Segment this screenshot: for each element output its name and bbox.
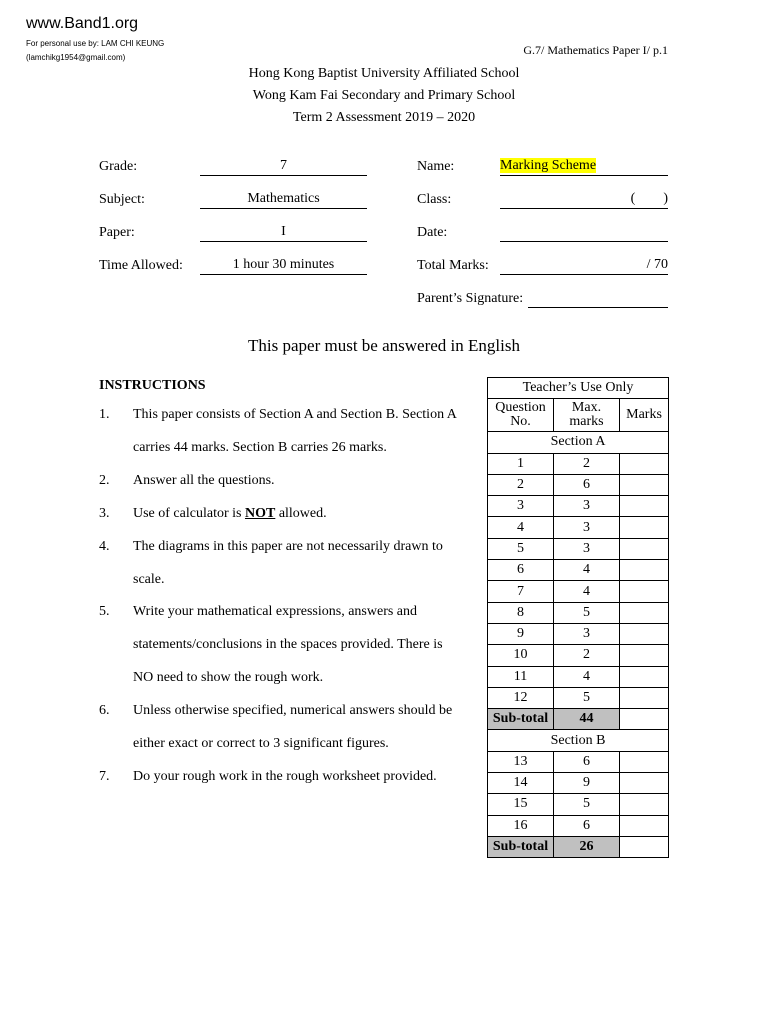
marks-cell (620, 453, 669, 474)
paper-field: I (200, 224, 367, 242)
time-allowed-field: 1 hour 30 minutes (200, 257, 367, 275)
question-number-cell: 5 (488, 538, 554, 559)
instruction-text: Do your rough work in the rough worksheet provided. (133, 769, 437, 784)
subtotal-label: Sub-total (488, 836, 554, 857)
table-row (488, 645, 669, 666)
instruction-number: 1. (99, 407, 110, 422)
table-title-row (488, 378, 669, 399)
table-row (488, 794, 669, 815)
section-header-row (488, 432, 669, 453)
section-title: Section A (488, 432, 669, 453)
max-marks-cell: 5 (554, 794, 620, 815)
max-marks-cell: 2 (554, 645, 620, 666)
column-header-max-marks: Max. marks (554, 399, 620, 432)
question-number-cell: 15 (488, 794, 554, 815)
section-title: Section B (488, 730, 669, 751)
grade-label: Grade: (99, 159, 138, 174)
question-number-cell: 16 (488, 815, 554, 836)
language-notice: This paper must be answered in English (248, 336, 520, 355)
marks-cell (620, 581, 669, 602)
marks-cell (620, 666, 669, 687)
table-row (488, 560, 669, 581)
table-row (488, 581, 669, 602)
instruction-number: 7. (99, 769, 110, 784)
class-label: Class: (417, 192, 452, 207)
max-marks-cell: 6 (554, 815, 620, 836)
table-row (488, 623, 669, 644)
question-number-cell: 10 (488, 645, 554, 666)
name-label: Name: (417, 159, 455, 174)
max-marks-cell: 5 (554, 602, 620, 623)
instruction-text: Answer all the questions. (133, 473, 275, 488)
max-marks-cell: 2 (554, 453, 620, 474)
total-marks-field: / 70 (500, 257, 668, 275)
term-title: Term 2 Assessment 2019 – 2020 (292, 110, 476, 125)
marks-cell (620, 496, 669, 517)
instruction-number: 5. (99, 604, 110, 619)
instruction-text: statements/conclusions in the spaces provided. There is (133, 637, 443, 652)
subtotal-value: 44 (554, 709, 620, 730)
table-row (488, 453, 669, 474)
watermark-owner: For personal use by: LAM CHI KEUNG (26, 39, 165, 48)
date-field (500, 224, 668, 242)
class-field: ( ) (500, 191, 668, 209)
question-number-cell: 7 (488, 581, 554, 602)
school-name-1: Hong Kong Baptist University Affiliated School (248, 66, 520, 81)
question-number-cell: 4 (488, 517, 554, 538)
table-row (488, 517, 669, 538)
subtotal-value: 26 (554, 836, 620, 857)
date-label: Date: (417, 225, 448, 240)
max-marks-cell: 6 (554, 751, 620, 772)
instruction-number: 6. (99, 703, 110, 718)
total-marks-label: Total Marks: (417, 258, 489, 273)
instruction-text: either exact or correct to 3 significant figures. (133, 736, 389, 751)
question-number-cell: 3 (488, 496, 554, 517)
table-row (488, 474, 669, 495)
instruction-text: Write your mathematical expressions, answers and (133, 604, 418, 619)
table-row (488, 687, 669, 708)
marks-cell (620, 538, 669, 559)
subtotal-marks-cell (620, 836, 669, 857)
subtotal-row (488, 709, 669, 730)
marks-cell (620, 517, 669, 538)
marks-cell (620, 794, 669, 815)
watermark-site: www.Band1.org (26, 15, 139, 32)
subject-field: Mathematics (200, 191, 367, 209)
marks-cell (620, 560, 669, 581)
instruction-text: The diagrams in this paper are not necessarily drawn to (133, 539, 443, 554)
instruction-text: scale. (133, 572, 165, 587)
table-header-row (488, 399, 669, 432)
question-number-cell: 2 (488, 474, 554, 495)
question-number-cell: 14 (488, 773, 554, 794)
table-row (488, 602, 669, 623)
subtotal-label: Sub-total (488, 709, 554, 730)
marks-cell (620, 815, 669, 836)
instruction-text (133, 506, 327, 522)
parent-signature-label: Parent’s Signature: (417, 291, 524, 306)
section-header-row (488, 730, 669, 751)
table-row (488, 751, 669, 772)
subtotal-marks-cell (620, 709, 669, 730)
subtotal-row (488, 836, 669, 857)
marks-cell (620, 773, 669, 794)
question-number-cell: 11 (488, 666, 554, 687)
max-marks-cell: 3 (554, 538, 620, 559)
table-row (488, 538, 669, 559)
instruction-text-part: allowed. (275, 506, 327, 521)
watermark-email: (lamchikg1954@gmail.com) (26, 53, 126, 62)
instruction-number: 4. (99, 539, 110, 554)
question-number-cell: 12 (488, 687, 554, 708)
instruction-text: NO need to show the rough work. (133, 670, 324, 685)
max-marks-cell: 5 (554, 687, 620, 708)
table-row (488, 666, 669, 687)
table-row (488, 773, 669, 794)
grade-field: 7 (200, 158, 367, 176)
instruction-text-part: Use of calculator is (133, 506, 245, 521)
school-name-2: Wong Kam Fai Secondary and Primary School (252, 88, 516, 103)
instruction-text: This paper consists of Section A and Section B. Section A (133, 407, 457, 422)
question-number-cell: 1 (488, 453, 554, 474)
question-number-cell: 13 (488, 751, 554, 772)
marks-cell (620, 474, 669, 495)
column-header-question: Question No. (488, 399, 554, 432)
name-field (500, 158, 668, 176)
table-title: Teacher’s Use Only (488, 378, 669, 399)
paper-label: Paper: (99, 225, 135, 240)
max-marks-cell: 4 (554, 666, 620, 687)
column-header-marks: Marks (620, 399, 669, 432)
marks-cell (620, 645, 669, 666)
marks-cell (620, 751, 669, 772)
instruction-text: carries 44 marks. Section B carries 26 marks. (133, 440, 387, 455)
table-row (488, 815, 669, 836)
parent-signature-field (528, 290, 668, 308)
marks-cell (620, 687, 669, 708)
max-marks-cell: 4 (554, 581, 620, 602)
subject-label: Subject: (99, 192, 145, 207)
instruction-number: 2. (99, 473, 110, 488)
question-number-cell: 6 (488, 560, 554, 581)
question-number-cell: 8 (488, 602, 554, 623)
instruction-emphasis: NOT (244, 506, 276, 521)
instruction-text: Unless otherwise specified, numerical answers should be (133, 703, 453, 718)
max-marks-cell: 4 (554, 560, 620, 581)
max-marks-cell: 3 (554, 517, 620, 538)
teachers-use-table (487, 377, 669, 858)
question-number-cell: 9 (488, 623, 554, 644)
table-row (488, 496, 669, 517)
marks-cell (620, 623, 669, 644)
max-marks-cell: 3 (554, 623, 620, 644)
instructions-title: INSTRUCTIONS (99, 378, 206, 393)
max-marks-cell: 3 (554, 496, 620, 517)
marks-cell (620, 602, 669, 623)
instruction-number: 3. (99, 506, 110, 521)
name-value: Marking Scheme (500, 158, 597, 173)
time-allowed-label: Time Allowed: (99, 258, 183, 273)
page-reference: G.7/ Mathematics Paper I/ p.1 (523, 43, 668, 57)
max-marks-cell: 9 (554, 773, 620, 794)
max-marks-cell: 6 (554, 474, 620, 495)
